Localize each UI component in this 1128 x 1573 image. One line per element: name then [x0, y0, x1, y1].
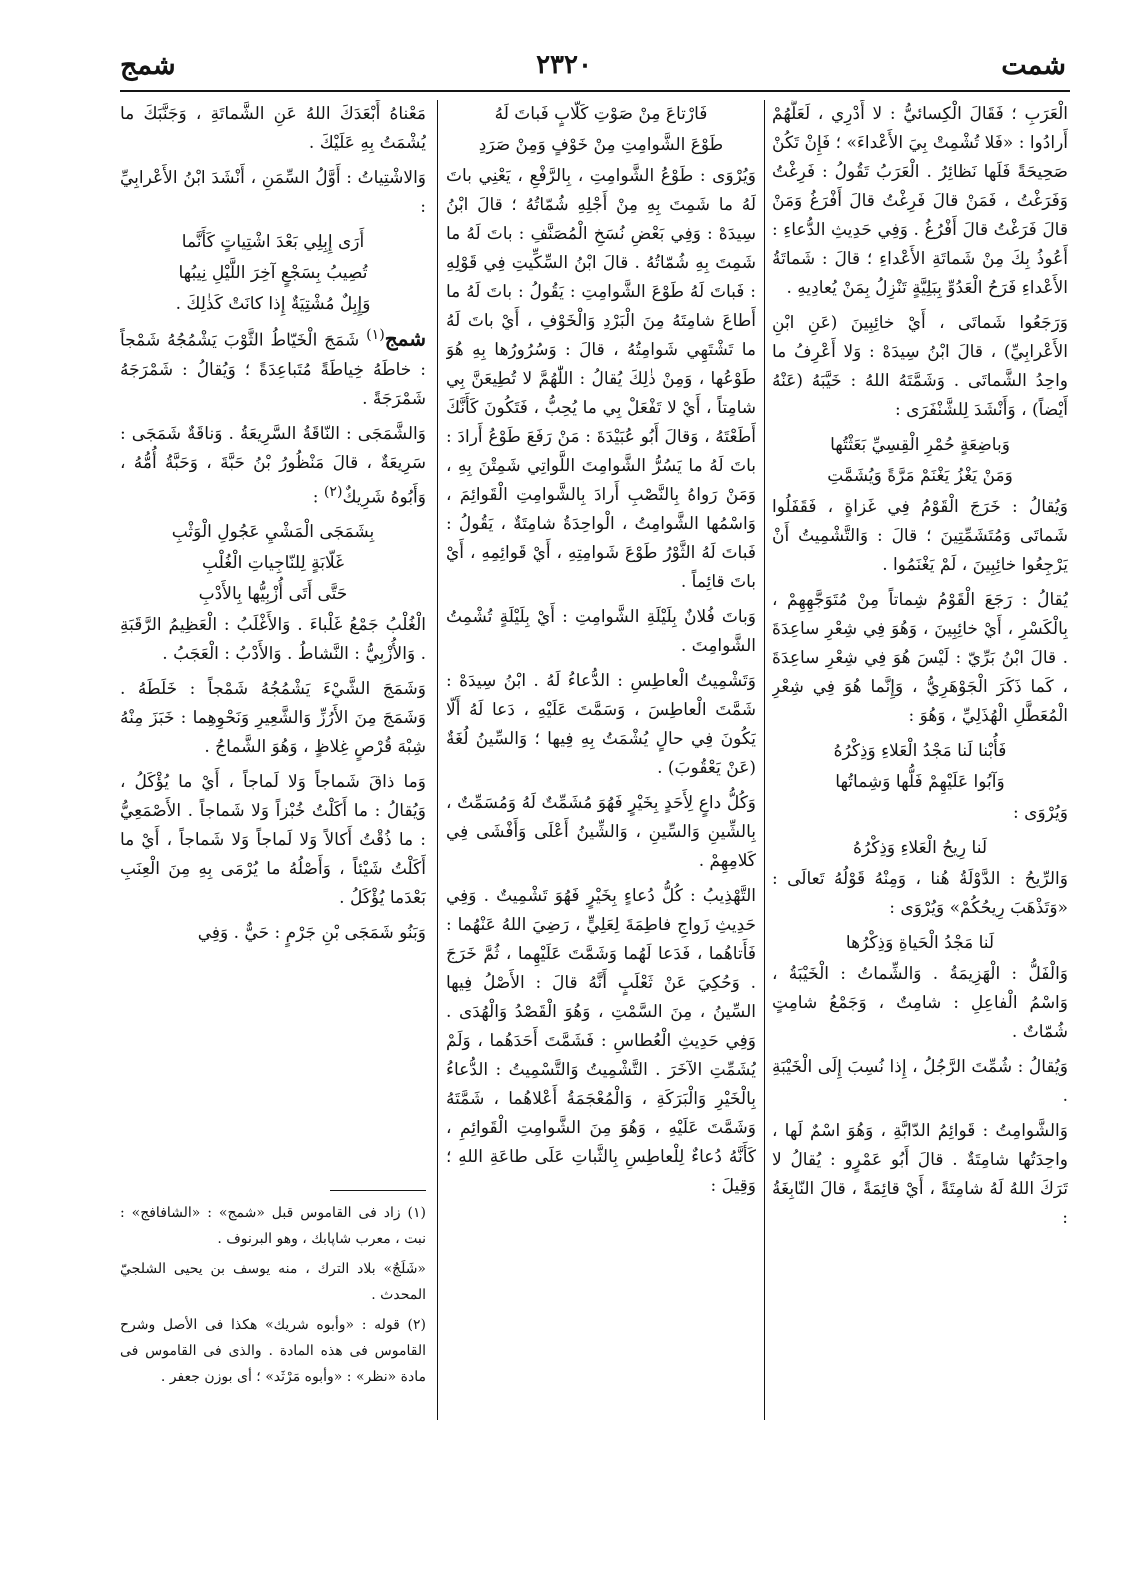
verse-line: وَباضِعَةٍ حُمْرِ الْقِسِيِّ بَعَثْتُها — [830, 435, 1010, 455]
footnote-ref-1[interactable]: (١) — [366, 327, 385, 343]
footnote-1-cont: «شَلَجٌ» بلاد الترك ، منه يوسف بن يحيى الشلجيّ المحدث . — [120, 1261, 426, 1303]
paragraph: وَبَنُو شَمَجَى بْنِ جَرْمٍ : حَيٌّ . وَفِي — [197, 923, 426, 944]
paragraph: وَالاشْتِياتُ : أَوَّلُ السِّمَنِ ، أَنْشَدَ ابْنُ الأَعْرابِيِّ : — [120, 168, 426, 217]
footnotes — [120, 1200, 426, 1490]
footnote-ref-2[interactable]: (٢) — [323, 483, 343, 500]
header-rule — [120, 90, 1070, 92]
page-number: ٢٣٢٠ — [536, 50, 592, 80]
text-column-middle — [446, 100, 756, 1450]
paragraph: وَالشَّمَجَى : النّاقَةُ السَّرِيعَةُ . وَناقَةٌ شَمَجَى : سَرِيعَةٌ ، قالَ مَنْظُورُ بْنُ حَبَّةَ ، وَحَبَّةُ أُمُّهُ ، وَأَبُوهُ شَرِيكٌ — [120, 423, 426, 508]
verse-line: غَلّابَةٍ لِلنّاجِياتِ الْغُلْبِ — [201, 553, 345, 574]
paragraph: الْعَرَبِ ؛ فَقَالَ الْكِسائيُّ : لا أَدْرِي ، لَعَلَّهُمْ أَرادُوا : «فَلا تُشْمِتْ بِيَ الأَعْداءَ» ؛ فَإِنْ تَكُنْ صَحِيحَةً فَلَها نَظائِرُ . الْعَرَبُ تَقُولُ : فَرِغْتُ وَفَرَغْتُ ، فَمَنْ قالَ فَرِغْتُ قالَ أَفْرَغُ وَمَنْ قالَ فَرَغْتُ قالَ أَفْرُغُ . وَفِي حَدِيثِ الدُّعاءِ : أَعُوذُ بِكَ مِنْ شَماتَةِ الأَعْداءِ ؛ قالَ : شَماتَةُ الأَعْداءِ فَرَحُ الْعَدُوِّ بِبَلِيَّةٍ تَنْزِلُ بِمَنْ يُعادِيهِ . — [772, 104, 1068, 298]
paragraph-with-footnote — [120, 420, 426, 513]
verse-line: أَرَى إِبِلِي بَعْدَ اشْتِياتٍ كَأَنَّما — [181, 232, 365, 252]
footnote-rule — [330, 1190, 426, 1191]
verse-line: وَآبُوا عَلَيْهِمْ فَلُّها وَشِماتُها — [835, 772, 1005, 792]
verse-line: وَمَنْ يَغْزُ يَغْنَمْ مَرَّةً وَيُشَمَّتِ — [827, 466, 1013, 486]
column-divider-left — [437, 100, 438, 1420]
paragraph: مَعْناهُ أَبْعَدَكَ اللهُ عَنِ الشَّماتَةِ ، وَجَنَّبَكَ ما يُشْمَتُ بِهِ عَلَيْكَ . — [120, 104, 426, 153]
paragraph: وَشَمَجَ الشَّيْءَ يَشْمُجُهُ شَمْجاً : خَلَطَهُ . وَشَمَجَ مِنَ الأَرُزِّ وَالشَّعِيرِ وَنَحْوِهِما : خَبَزَ مِنْهُ شِبْهَ قُرْصٍ غِلاظٍ ، وَهُوَ الشَّماجُ . — [120, 679, 426, 758]
paragraph-end: : — [312, 487, 324, 508]
paragraph: وَالشَّوامِتُ : قَوائِمُ الدّابَّةِ ، وَهُوَ اسْمٌ لَها ، واحِدَتُها شامِتَةٌ . قالَ أَبُو عَمْرٍو : يُقالُ لا تَرَكَ اللهُ لَهُ شامِتَةً ، أَيْ قائِمَةً ، قالَ النّابِغَةُ : — [772, 1121, 1068, 1228]
text-column-left — [120, 100, 426, 1145]
paragraph: التَّهْذِيبُ : كُلُّ دُعاءٍ بِخَيْرٍ فَهُوَ تَشْمِيتٌ . وَفِي حَدِيثِ زَواجِ فاطِمَةَ لِعَلِيٍّ ، رَضِيَ اللهُ عَنْهُما : فَأَتاهُما ، فَدَعا لَهُما وَشَمَّتَ عَلَيْهِما ، ثُمَّ خَرَجَ . وَحُكِيَ عَنْ ثَعْلَبٍ أَنَّهُ قالَ : الأَصْلُ فِيها السِّينُ ، مِنَ السَّمْتِ ، وَهُوَ الْقَصْدُ وَالْهُدَى . وَفِي حَدِيثِ الْعُطاسِ : فَشَمَّتَ أَحَدَهُما ، وَلَمْ يُشَمِّتِ الآخَرَ . التَّشْمِيتُ وَالتَّسْمِيتُ : الدُّعاءُ بِالْخَيْرِ وَالْبَرَكَةِ ، وَالْمُعْجَمَةُ أَعْلاهُما ، شَمَّتَهُ وَشَمَّتَ عَلَيْهِ ، وَهُوَ مِنَ الشَّوامِتِ الْقَوائِمِ ، كَأَنَّهُ دُعاءٌ لِلْعاطِسِ بِالثَّباتِ عَلَى طاعَةِ اللهِ ؛ وَقِيلَ : — [446, 886, 756, 1196]
column-divider-right — [764, 100, 765, 1420]
paragraph: يُقالُ : رَجَعَ الْقَوْمُ شِماتاً مِنْ مُتَوَجَّهِهِمْ ، بِالْكَسْرِ ، أَيْ خائِبِينَ ، وَهُوَ فِي شِعْرِ ساعِدَةَ . قالَ ابْنُ بَرِّيّ : لَيْسَ هُوَ فِي شِعْرِ ساعِدَةَ ، كَما ذَكَرَ الْجَوْهَرِيُّ ، وَإِنَّما هُوَ فِي شِعْرِ الْمُعَطَّلِ الْهُذَلِيِّ ، وَهُوَ : — [772, 590, 1068, 726]
paragraph: الْغُلْبُ جَمْعُ غَلْباءَ . وَالأَغْلَبُ : الْعَظِيمُ الرَّقَبَةِ . وَالأُزْبِيُّ : النَّشاطُ . وَالأَدْبُ : الْعَجَبُ . — [120, 615, 426, 665]
verse-line: طَوْعَ الشَّوامِتِ مِنْ خَوْفٍ وَمِنْ صَرَدِ — [478, 135, 724, 155]
header-headword-right: شمت — [1001, 50, 1066, 81]
entry-headword: شمج — [384, 326, 426, 351]
paragraph: وَما ذاقَ شَماجاً وَلا لَماجاً ، أَيْ ما يُؤْكَلُ ، وَيُقالُ : ما أَكَلْتُ خُبْزاً وَلا شَماجاً . الأَصْمَعِيُّ : ما ذُقْتُ أَكالاً وَلا لَماجاً وَلا شَماجاً ، أَيْ ما أَكَلْتُ شَيْئاً ، وَأَصْلُهُ ما يُرْمَى بِهِ مِنَ الْعِنَبِ بَعْدَما يُؤْكَلُ . — [120, 772, 426, 909]
entry-shamaj — [120, 321, 426, 414]
paragraph: وَتَشْمِيتُ الْعاطِسِ : الدُّعاءُ لَهُ . ابْنُ سِيدَهْ : شَمَّتَ الْعاطِسَ ، وَسَمَّتَ عَلَيْهِ ، دَعا لَهُ أَلّا يَكُونَ فِي حالٍ يُشْمَتُ بِهِ فِيها ؛ وَالسِّينُ لُغَةٌ (عَنْ يَعْقُوبَ) . — [446, 671, 756, 778]
paragraph: وَيُرْوَى : — [1013, 803, 1068, 823]
paragraph: وَباتَ فُلانٌ بِلَيْلَةِ الشَّوامِتِ : أَيْ بِلَيْلَةٍ تُشْمِتُ الشَّوامِتَ . — [446, 607, 756, 656]
text-column-right — [772, 100, 1068, 1520]
paragraph: وَالرِّيحُ : الدَّوْلَةُ هُنا ، وَمِنْهُ قَوْلُهُ تَعالَى : «وَتَذْهَبَ رِيحُكُمْ» وَيُرْوَى : — [772, 869, 1068, 918]
paragraph: وَيُقالُ : خَرَجَ الْقَوْمُ فِي غَزاةٍ ، فَقَفَلُوا شَماتَى وَمُتَشَمِّتِينَ ؛ قالَ : وَالتَّشْمِيتُ أَنْ يَرْجِعُوا خائِبِينَ ، لَمْ يَغْنَمُوا . — [772, 497, 1068, 575]
paragraph: وَيُرْوَى : طَوْعُ الشَّوامِتِ ، بِالرَّفْعِ ، يَعْنِي باتَ لَهُ ما شَمِتَ بِهِ مِنْ أَجْلِهِ شُمّاتُهُ ؛ قالَ ابْنُ سِيدَهْ : وَفِي بَعْضِ نُسَخِ الْمُصَنَّفِ : باتَ لَهُ ما شَمِتَ بِهِ شُمّاتُهُ . قالَ ابْنُ السِّكِّيتِ فِي قَوْلِهِ : فَباتَ لَهُ طَوْعَ الشَّوامِتِ : يَقُولُ : باتَ لَهُ ما أَطاعَ شامِتَهُ مِنَ الْبَرْدِ وَالْخَوْفِ ، أَيْ باتَ لَهُ ما تَشْتَهِي شَوامِتُهُ ، قالَ : وَسُرُورُها بِهِ هُوَ طَوْعُها ، وَمِنْ ذٰلِكَ يُقالُ : اللّٰهُمَّ لا تُطِيعَنَّ بِي شامِتاً ، أَيْ لا تَفْعَلْ بِي ما يُحِبُّ ، فَتَكُونَ كَأَنَّكَ أَطَعْتَهُ ، وَقالَ أَبُو عُبَيْدَةَ : مَنْ رَفَعَ طَوْعُ أَرادَ : باتَ لَهُ ما يَسُرُّ الشَّوامِتَ اللَّواتِي شَمِتْنَ بِهِ ، وَمَنْ رَواهُ بِالنَّصْبِ أَرادَ بِالشَّوامِتِ الْقَوائِمَ ، وَاسْمُها الشَّوامِتُ ، الْواحِدَةُ شامِتَةٌ ، يَقُولُ : فَباتَ لَهُ الثَّوْرُ طَوْعَ شَوامِتِهِ ، أَيْ قَوائِمِهِ ، أَيْ باتَ قائِماً . — [446, 166, 756, 592]
verse-line: تُصِيبُ بِسَجْعٍ آخِرَ اللَّيْلِ نِيبُها — [178, 263, 368, 283]
header-headword-left: شمج — [120, 50, 176, 81]
verse-line: لَنا مَجْدُ الْحَياةِ وَذِكْرُها — [845, 933, 995, 953]
footnote-2: (٢) قوله : «وأبوه شريك» هكذا فى الأصل وشرح القاموس فى هذه المادة . والذى فى القاموس فى مادة «نظر» : «وأبوه مَرْثَد» ؛ أى بوزن جعفر . — [120, 1317, 426, 1385]
verse-line: لَنا رِيحُ الْعَلاءِ وَذِكْرُهُ — [852, 838, 988, 858]
paragraph: وَرَجَعُوا شَماتَى ، أَيْ خائِبِينَ (عَنِ ابْنِ الأَعْرابِيِّ) ، قالَ ابْنُ سِيدَهْ : وَلا أَعْرِفُ ما واحِدُ الشَّماتَى . وَشَمَّتَهُ اللهُ : خَيَّبَهُ (عَنْهُ أَيْضاً) ، وَأَنْشَدَ لِلشَّنْفَرَى : — [772, 313, 1068, 420]
verse-line: بِشَمَجَى الْمَشْيِ عَجُولِ الْوَثْبِ — [171, 522, 375, 543]
page-header — [0, 50, 1128, 90]
verse-line: حَتَّى أَتَى أُزْبِيُّها بِالأَدْبِ — [198, 584, 348, 605]
verse-line: فَارْتاعَ مِنْ صَوْتِ كَلّابٍ فَباتَ لَهُ — [494, 104, 708, 124]
paragraph: وَكُلُّ داعٍ لِأَحَدٍ بِخَيْرٍ فَهُوَ مُشَمِّتٌ لَهُ وَمُسَمِّتٌ ، بِالشِّينِ وَالسِّينِ ، وَالشِّينُ أَعْلَى وَأَفْشَى فِي كَلامِهِمْ . — [446, 793, 756, 871]
verse-line: فَأُبْنا لَنا مَجْدُ الْعَلاءِ وَذِكْرُهُ — [833, 741, 1007, 761]
paragraph: وَالْفَلُّ : الْهَزِيمَةُ . وَالشِّماتُ : الْخَيْبَةُ ، وَاسْمُ الْفاعِلِ : شامِتٌ ، وَجَمْعُ شامِتٍ شُمّاتٌ . — [772, 964, 1068, 1042]
verse-line: وَإِبِلٌ مُشْتِيَةٌ إِذا كانَتْ كَذٰلِكَ . — [175, 294, 371, 314]
footnote-1: (١) زاد فى القاموس قبل «شمج» : «الشافافج» : نبت ، معرب شاپابك ، وهو البرنوف . — [120, 1205, 426, 1247]
paragraph: وَيُقالُ : شُمِّتَ الرَّجُلُ ، إِذا نُسِبَ إِلَى الْخَيْبَةِ . — [772, 1057, 1068, 1106]
paragraph: شَمَجَ الْخَيّاطُ الثَّوْبَ يَشْمُجُهُ شَمْجاً : خاطَهُ خِياطَةً مُتَباعِدَةً ؛ وَيُقالُ : شَمْرَجَهُ شَمْرَجَةً . — [120, 330, 426, 409]
